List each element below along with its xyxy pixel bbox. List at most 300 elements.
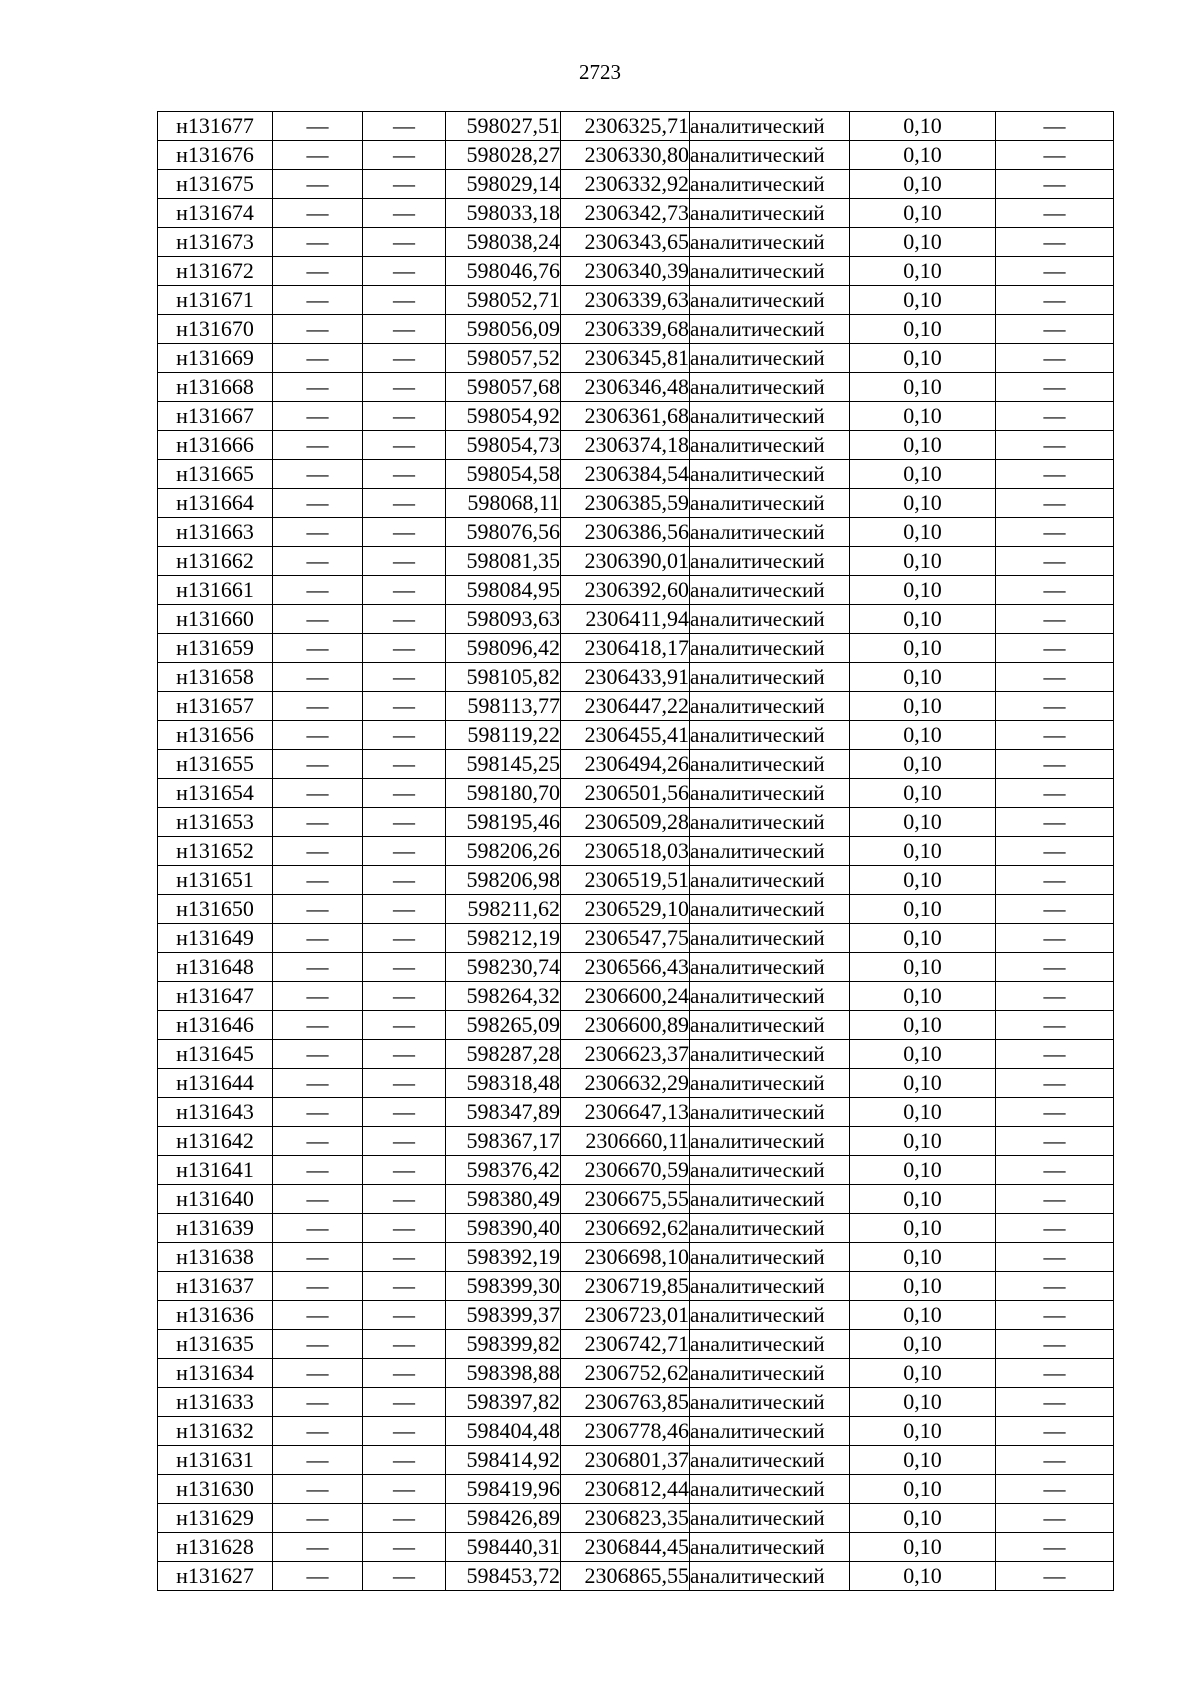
accuracy-cell: 0,10 — [850, 373, 996, 402]
table-row — [158, 518, 1114, 547]
accuracy-cell: 0,10 — [850, 692, 996, 721]
empty-value-cell: — — [996, 1243, 1114, 1272]
x-coordinate-cell: 598265,09 — [446, 1011, 561, 1040]
empty-value-cell: — — [273, 982, 363, 1011]
empty-value-cell: — — [273, 1243, 363, 1272]
accuracy-cell: 0,10 — [850, 1011, 996, 1040]
point-id-cell: н131641 — [158, 1156, 273, 1185]
empty-value-cell: — — [363, 866, 446, 895]
table-row — [158, 257, 1114, 286]
empty-value-cell: — — [996, 866, 1114, 895]
point-id-cell: н131663 — [158, 518, 273, 547]
y-coordinate-cell: 2306519,51 — [561, 866, 690, 895]
empty-value-cell: — — [273, 663, 363, 692]
y-coordinate-cell: 2306386,56 — [561, 518, 690, 547]
point-id-cell: н131636 — [158, 1301, 273, 1330]
method-cell: аналитический — [690, 257, 850, 286]
point-id-cell: н131647 — [158, 982, 273, 1011]
empty-value-cell: — — [363, 1214, 446, 1243]
x-coordinate-cell: 598105,82 — [446, 663, 561, 692]
point-id-cell: н131654 — [158, 779, 273, 808]
y-coordinate-cell: 2306844,45 — [561, 1533, 690, 1562]
accuracy-cell: 0,10 — [850, 141, 996, 170]
method-cell: аналитический — [690, 1156, 850, 1185]
accuracy-cell: 0,10 — [850, 721, 996, 750]
empty-value-cell: — — [996, 576, 1114, 605]
empty-value-cell: — — [996, 170, 1114, 199]
y-coordinate-cell: 2306343,65 — [561, 228, 690, 257]
empty-value-cell: — — [273, 1127, 363, 1156]
empty-value-cell: — — [996, 344, 1114, 373]
y-coordinate-cell: 2306374,18 — [561, 431, 690, 460]
method-cell: аналитический — [690, 489, 850, 518]
accuracy-cell: 0,10 — [850, 286, 996, 315]
y-coordinate-cell: 2306823,35 — [561, 1504, 690, 1533]
empty-value-cell: — — [363, 808, 446, 837]
x-coordinate-cell: 598440,31 — [446, 1533, 561, 1562]
y-coordinate-cell: 2306509,28 — [561, 808, 690, 837]
y-coordinate-cell: 2306698,10 — [561, 1243, 690, 1272]
empty-value-cell: — — [996, 1533, 1114, 1562]
method-cell: аналитический — [690, 1301, 850, 1330]
point-id-cell: н131664 — [158, 489, 273, 518]
table-row — [158, 489, 1114, 518]
empty-value-cell: — — [273, 605, 363, 634]
method-cell: аналитический — [690, 634, 850, 663]
empty-value-cell: — — [996, 1330, 1114, 1359]
table-row — [158, 1475, 1114, 1504]
table-row — [158, 1562, 1114, 1591]
y-coordinate-cell: 2306660,11 — [561, 1127, 690, 1156]
y-coordinate-cell: 2306325,71 — [561, 112, 690, 141]
accuracy-cell: 0,10 — [850, 1533, 996, 1562]
empty-value-cell: — — [996, 1185, 1114, 1214]
table-row — [158, 1359, 1114, 1388]
point-id-cell: н131633 — [158, 1388, 273, 1417]
table-row — [158, 1127, 1114, 1156]
table-row — [158, 721, 1114, 750]
empty-value-cell: — — [273, 808, 363, 837]
table-row — [158, 1504, 1114, 1533]
point-id-cell: н131657 — [158, 692, 273, 721]
point-id-cell: н131668 — [158, 373, 273, 402]
point-id-cell: н131658 — [158, 663, 273, 692]
empty-value-cell: — — [273, 1011, 363, 1040]
x-coordinate-cell: 598367,17 — [446, 1127, 561, 1156]
empty-value-cell: — — [996, 1417, 1114, 1446]
empty-value-cell: — — [273, 1301, 363, 1330]
table-row — [158, 808, 1114, 837]
x-coordinate-cell: 598264,32 — [446, 982, 561, 1011]
empty-value-cell: — — [363, 692, 446, 721]
empty-value-cell: — — [363, 1446, 446, 1475]
accuracy-cell: 0,10 — [850, 895, 996, 924]
x-coordinate-cell: 598033,18 — [446, 199, 561, 228]
point-id-cell: н131671 — [158, 286, 273, 315]
empty-value-cell: — — [273, 1533, 363, 1562]
x-coordinate-cell: 598426,89 — [446, 1504, 561, 1533]
x-coordinate-cell: 598046,76 — [446, 257, 561, 286]
empty-value-cell: — — [996, 1301, 1114, 1330]
accuracy-cell: 0,10 — [850, 344, 996, 373]
method-cell: аналитический — [690, 199, 850, 228]
table-row — [158, 1417, 1114, 1446]
point-id-cell: н131634 — [158, 1359, 273, 1388]
x-coordinate-cell: 598054,92 — [446, 402, 561, 431]
empty-value-cell: — — [273, 257, 363, 286]
empty-value-cell: — — [363, 1504, 446, 1533]
method-cell: аналитический — [690, 547, 850, 576]
empty-value-cell: — — [996, 518, 1114, 547]
table-row — [158, 837, 1114, 866]
point-id-cell: н131637 — [158, 1272, 273, 1301]
empty-value-cell: — — [273, 1417, 363, 1446]
x-coordinate-cell: 598054,58 — [446, 460, 561, 489]
point-id-cell: н131644 — [158, 1069, 273, 1098]
accuracy-cell: 0,10 — [850, 1127, 996, 1156]
empty-value-cell: — — [363, 112, 446, 141]
empty-value-cell: — — [363, 1417, 446, 1446]
empty-value-cell: — — [363, 1098, 446, 1127]
table-row — [158, 1243, 1114, 1272]
accuracy-cell: 0,10 — [850, 1330, 996, 1359]
x-coordinate-cell: 598376,42 — [446, 1156, 561, 1185]
empty-value-cell: — — [996, 1214, 1114, 1243]
point-id-cell: н131665 — [158, 460, 273, 489]
empty-value-cell: — — [363, 721, 446, 750]
empty-value-cell: — — [273, 837, 363, 866]
point-id-cell: н131666 — [158, 431, 273, 460]
x-coordinate-cell: 598380,49 — [446, 1185, 561, 1214]
point-id-cell: н131648 — [158, 953, 273, 982]
table-row — [158, 982, 1114, 1011]
table-row — [158, 1040, 1114, 1069]
method-cell: аналитический — [690, 663, 850, 692]
accuracy-cell: 0,10 — [850, 315, 996, 344]
x-coordinate-cell: 598212,19 — [446, 924, 561, 953]
empty-value-cell: — — [363, 663, 446, 692]
empty-value-cell: — — [273, 1330, 363, 1359]
method-cell: аналитический — [690, 460, 850, 489]
table-row — [158, 1272, 1114, 1301]
empty-value-cell: — — [273, 692, 363, 721]
method-cell: аналитический — [690, 779, 850, 808]
empty-value-cell: — — [996, 257, 1114, 286]
accuracy-cell: 0,10 — [850, 1185, 996, 1214]
y-coordinate-cell: 2306518,03 — [561, 837, 690, 866]
empty-value-cell: — — [996, 1475, 1114, 1504]
method-cell: аналитический — [690, 1243, 850, 1272]
accuracy-cell: 0,10 — [850, 808, 996, 837]
x-coordinate-cell: 598113,77 — [446, 692, 561, 721]
empty-value-cell: — — [363, 1185, 446, 1214]
empty-value-cell: — — [273, 1069, 363, 1098]
empty-value-cell: — — [363, 779, 446, 808]
empty-value-cell: — — [363, 1243, 446, 1272]
empty-value-cell: — — [996, 924, 1114, 953]
empty-value-cell: — — [273, 1475, 363, 1504]
empty-value-cell: — — [273, 315, 363, 344]
point-id-cell: н131655 — [158, 750, 273, 779]
table-row — [158, 315, 1114, 344]
empty-value-cell: — — [996, 895, 1114, 924]
empty-value-cell: — — [273, 1156, 363, 1185]
y-coordinate-cell: 2306778,46 — [561, 1417, 690, 1446]
accuracy-cell: 0,10 — [850, 1388, 996, 1417]
table-row — [158, 924, 1114, 953]
y-coordinate-cell: 2306632,29 — [561, 1069, 690, 1098]
empty-value-cell: — — [273, 1272, 363, 1301]
method-cell: аналитический — [690, 518, 850, 547]
empty-value-cell: — — [273, 1388, 363, 1417]
point-id-cell: н131639 — [158, 1214, 273, 1243]
method-cell: аналитический — [690, 1040, 850, 1069]
empty-value-cell: — — [363, 141, 446, 170]
table-row — [158, 170, 1114, 199]
empty-value-cell: — — [996, 1127, 1114, 1156]
empty-value-cell: — — [363, 489, 446, 518]
empty-value-cell: — — [363, 199, 446, 228]
table-row — [158, 663, 1114, 692]
empty-value-cell: — — [996, 547, 1114, 576]
y-coordinate-cell: 2306566,43 — [561, 953, 690, 982]
table-row — [158, 199, 1114, 228]
accuracy-cell: 0,10 — [850, 1301, 996, 1330]
empty-value-cell: — — [363, 895, 446, 924]
x-coordinate-cell: 598390,40 — [446, 1214, 561, 1243]
point-id-cell: н131652 — [158, 837, 273, 866]
method-cell: аналитический — [690, 605, 850, 634]
table-row — [158, 1069, 1114, 1098]
accuracy-cell: 0,10 — [850, 576, 996, 605]
table-row — [158, 1446, 1114, 1475]
y-coordinate-cell: 2306547,75 — [561, 924, 690, 953]
method-cell: аналитический — [690, 402, 850, 431]
x-coordinate-cell: 598399,82 — [446, 1330, 561, 1359]
method-cell: аналитический — [690, 373, 850, 402]
empty-value-cell: — — [996, 605, 1114, 634]
accuracy-cell: 0,10 — [850, 460, 996, 489]
table-row — [158, 866, 1114, 895]
accuracy-cell: 0,10 — [850, 199, 996, 228]
empty-value-cell: — — [273, 228, 363, 257]
empty-value-cell: — — [996, 1069, 1114, 1098]
empty-value-cell: — — [996, 1388, 1114, 1417]
empty-value-cell: — — [996, 402, 1114, 431]
point-id-cell: н131649 — [158, 924, 273, 953]
method-cell: аналитический — [690, 692, 850, 721]
empty-value-cell: — — [363, 1069, 446, 1098]
x-coordinate-cell: 598195,46 — [446, 808, 561, 837]
method-cell: аналитический — [690, 1011, 850, 1040]
method-cell: аналитический — [690, 228, 850, 257]
x-coordinate-cell: 598084,95 — [446, 576, 561, 605]
x-coordinate-cell: 598027,51 — [446, 112, 561, 141]
table-row — [158, 953, 1114, 982]
empty-value-cell: — — [363, 953, 446, 982]
method-cell: аналитический — [690, 721, 850, 750]
empty-value-cell: — — [363, 576, 446, 605]
method-cell: аналитический — [690, 895, 850, 924]
table-body — [158, 112, 1114, 1591]
empty-value-cell: — — [996, 112, 1114, 141]
point-id-cell: н131660 — [158, 605, 273, 634]
empty-value-cell: — — [996, 721, 1114, 750]
empty-value-cell: — — [996, 1040, 1114, 1069]
empty-value-cell: — — [363, 1011, 446, 1040]
empty-value-cell: — — [996, 1098, 1114, 1127]
empty-value-cell: — — [273, 721, 363, 750]
x-coordinate-cell: 598419,96 — [446, 1475, 561, 1504]
empty-value-cell: — — [273, 112, 363, 141]
accuracy-cell: 0,10 — [850, 547, 996, 576]
x-coordinate-cell: 598076,56 — [446, 518, 561, 547]
empty-value-cell: — — [273, 1040, 363, 1069]
y-coordinate-cell: 2306332,92 — [561, 170, 690, 199]
empty-value-cell: — — [363, 1156, 446, 1185]
point-id-cell: н131662 — [158, 547, 273, 576]
method-cell: аналитический — [690, 286, 850, 315]
table-row — [158, 605, 1114, 634]
empty-value-cell: — — [273, 344, 363, 373]
empty-value-cell: — — [363, 286, 446, 315]
x-coordinate-cell: 598068,11 — [446, 489, 561, 518]
empty-value-cell: — — [273, 1098, 363, 1127]
accuracy-cell: 0,10 — [850, 431, 996, 460]
table-row — [158, 1156, 1114, 1185]
point-id-cell: н131669 — [158, 344, 273, 373]
accuracy-cell: 0,10 — [850, 982, 996, 1011]
method-cell: аналитический — [690, 1446, 850, 1475]
empty-value-cell: — — [996, 982, 1114, 1011]
x-coordinate-cell: 598347,89 — [446, 1098, 561, 1127]
accuracy-cell: 0,10 — [850, 953, 996, 982]
table-row — [158, 286, 1114, 315]
empty-value-cell: — — [996, 1446, 1114, 1475]
empty-value-cell: — — [363, 518, 446, 547]
table-row — [158, 373, 1114, 402]
x-coordinate-cell: 598404,48 — [446, 1417, 561, 1446]
accuracy-cell: 0,10 — [850, 1069, 996, 1098]
y-coordinate-cell: 2306529,10 — [561, 895, 690, 924]
empty-value-cell: — — [363, 1533, 446, 1562]
point-id-cell: н131653 — [158, 808, 273, 837]
empty-value-cell: — — [363, 1359, 446, 1388]
x-coordinate-cell: 598081,35 — [446, 547, 561, 576]
point-id-cell: н131643 — [158, 1098, 273, 1127]
table-row — [158, 402, 1114, 431]
x-coordinate-cell: 598096,42 — [446, 634, 561, 663]
empty-value-cell: — — [363, 1388, 446, 1417]
x-coordinate-cell: 598399,30 — [446, 1272, 561, 1301]
point-id-cell: н131635 — [158, 1330, 273, 1359]
empty-value-cell: — — [273, 431, 363, 460]
point-id-cell: н131645 — [158, 1040, 273, 1069]
x-coordinate-cell: 598230,74 — [446, 953, 561, 982]
y-coordinate-cell: 2306723,01 — [561, 1301, 690, 1330]
method-cell: аналитический — [690, 953, 850, 982]
x-coordinate-cell: 598145,25 — [446, 750, 561, 779]
y-coordinate-cell: 2306752,62 — [561, 1359, 690, 1388]
empty-value-cell: — — [273, 460, 363, 489]
empty-value-cell: — — [273, 1446, 363, 1475]
table-row — [158, 112, 1114, 141]
y-coordinate-cell: 2306339,63 — [561, 286, 690, 315]
empty-value-cell: — — [363, 1272, 446, 1301]
y-coordinate-cell: 2306763,85 — [561, 1388, 690, 1417]
method-cell: аналитический — [690, 1359, 850, 1388]
accuracy-cell: 0,10 — [850, 228, 996, 257]
empty-value-cell: — — [363, 402, 446, 431]
accuracy-cell: 0,10 — [850, 170, 996, 199]
empty-value-cell: — — [273, 547, 363, 576]
empty-value-cell: — — [363, 605, 446, 634]
method-cell: аналитический — [690, 1475, 850, 1504]
table-row — [158, 1011, 1114, 1040]
x-coordinate-cell: 598287,28 — [446, 1040, 561, 1069]
table-row — [158, 750, 1114, 779]
x-coordinate-cell: 598318,48 — [446, 1069, 561, 1098]
empty-value-cell: — — [363, 431, 446, 460]
table-row — [158, 1533, 1114, 1562]
y-coordinate-cell: 2306600,24 — [561, 982, 690, 1011]
empty-value-cell: — — [363, 373, 446, 402]
empty-value-cell: — — [363, 750, 446, 779]
y-coordinate-cell: 2306433,91 — [561, 663, 690, 692]
empty-value-cell: — — [996, 750, 1114, 779]
empty-value-cell: — — [996, 1272, 1114, 1301]
method-cell: аналитический — [690, 344, 850, 373]
table-row — [158, 1098, 1114, 1127]
accuracy-cell: 0,10 — [850, 1098, 996, 1127]
method-cell: аналитический — [690, 1504, 850, 1533]
empty-value-cell: — — [996, 634, 1114, 663]
empty-value-cell: — — [363, 924, 446, 953]
x-coordinate-cell: 598119,22 — [446, 721, 561, 750]
empty-value-cell: — — [996, 315, 1114, 344]
empty-value-cell: — — [363, 315, 446, 344]
empty-value-cell: — — [273, 1562, 363, 1591]
point-id-cell: н131631 — [158, 1446, 273, 1475]
point-id-cell: н131646 — [158, 1011, 273, 1040]
method-cell: аналитический — [690, 1069, 850, 1098]
empty-value-cell: — — [273, 402, 363, 431]
y-coordinate-cell: 2306600,89 — [561, 1011, 690, 1040]
y-coordinate-cell: 2306330,80 — [561, 141, 690, 170]
empty-value-cell: — — [363, 257, 446, 286]
accuracy-cell: 0,10 — [850, 1156, 996, 1185]
accuracy-cell: 0,10 — [850, 924, 996, 953]
empty-value-cell: — — [996, 837, 1114, 866]
method-cell: аналитический — [690, 837, 850, 866]
table-row — [158, 576, 1114, 605]
accuracy-cell: 0,10 — [850, 1446, 996, 1475]
y-coordinate-cell: 2306342,73 — [561, 199, 690, 228]
method-cell: аналитический — [690, 112, 850, 141]
empty-value-cell: — — [996, 141, 1114, 170]
x-coordinate-cell: 598206,98 — [446, 866, 561, 895]
empty-value-cell: — — [273, 170, 363, 199]
accuracy-cell: 0,10 — [850, 1504, 996, 1533]
x-coordinate-cell: 598453,72 — [446, 1562, 561, 1591]
empty-value-cell: — — [996, 489, 1114, 518]
empty-value-cell: — — [996, 779, 1114, 808]
empty-value-cell: — — [273, 489, 363, 518]
x-coordinate-cell: 598056,09 — [446, 315, 561, 344]
y-coordinate-cell: 2306385,59 — [561, 489, 690, 518]
table-row — [158, 460, 1114, 489]
empty-value-cell: — — [273, 1359, 363, 1388]
